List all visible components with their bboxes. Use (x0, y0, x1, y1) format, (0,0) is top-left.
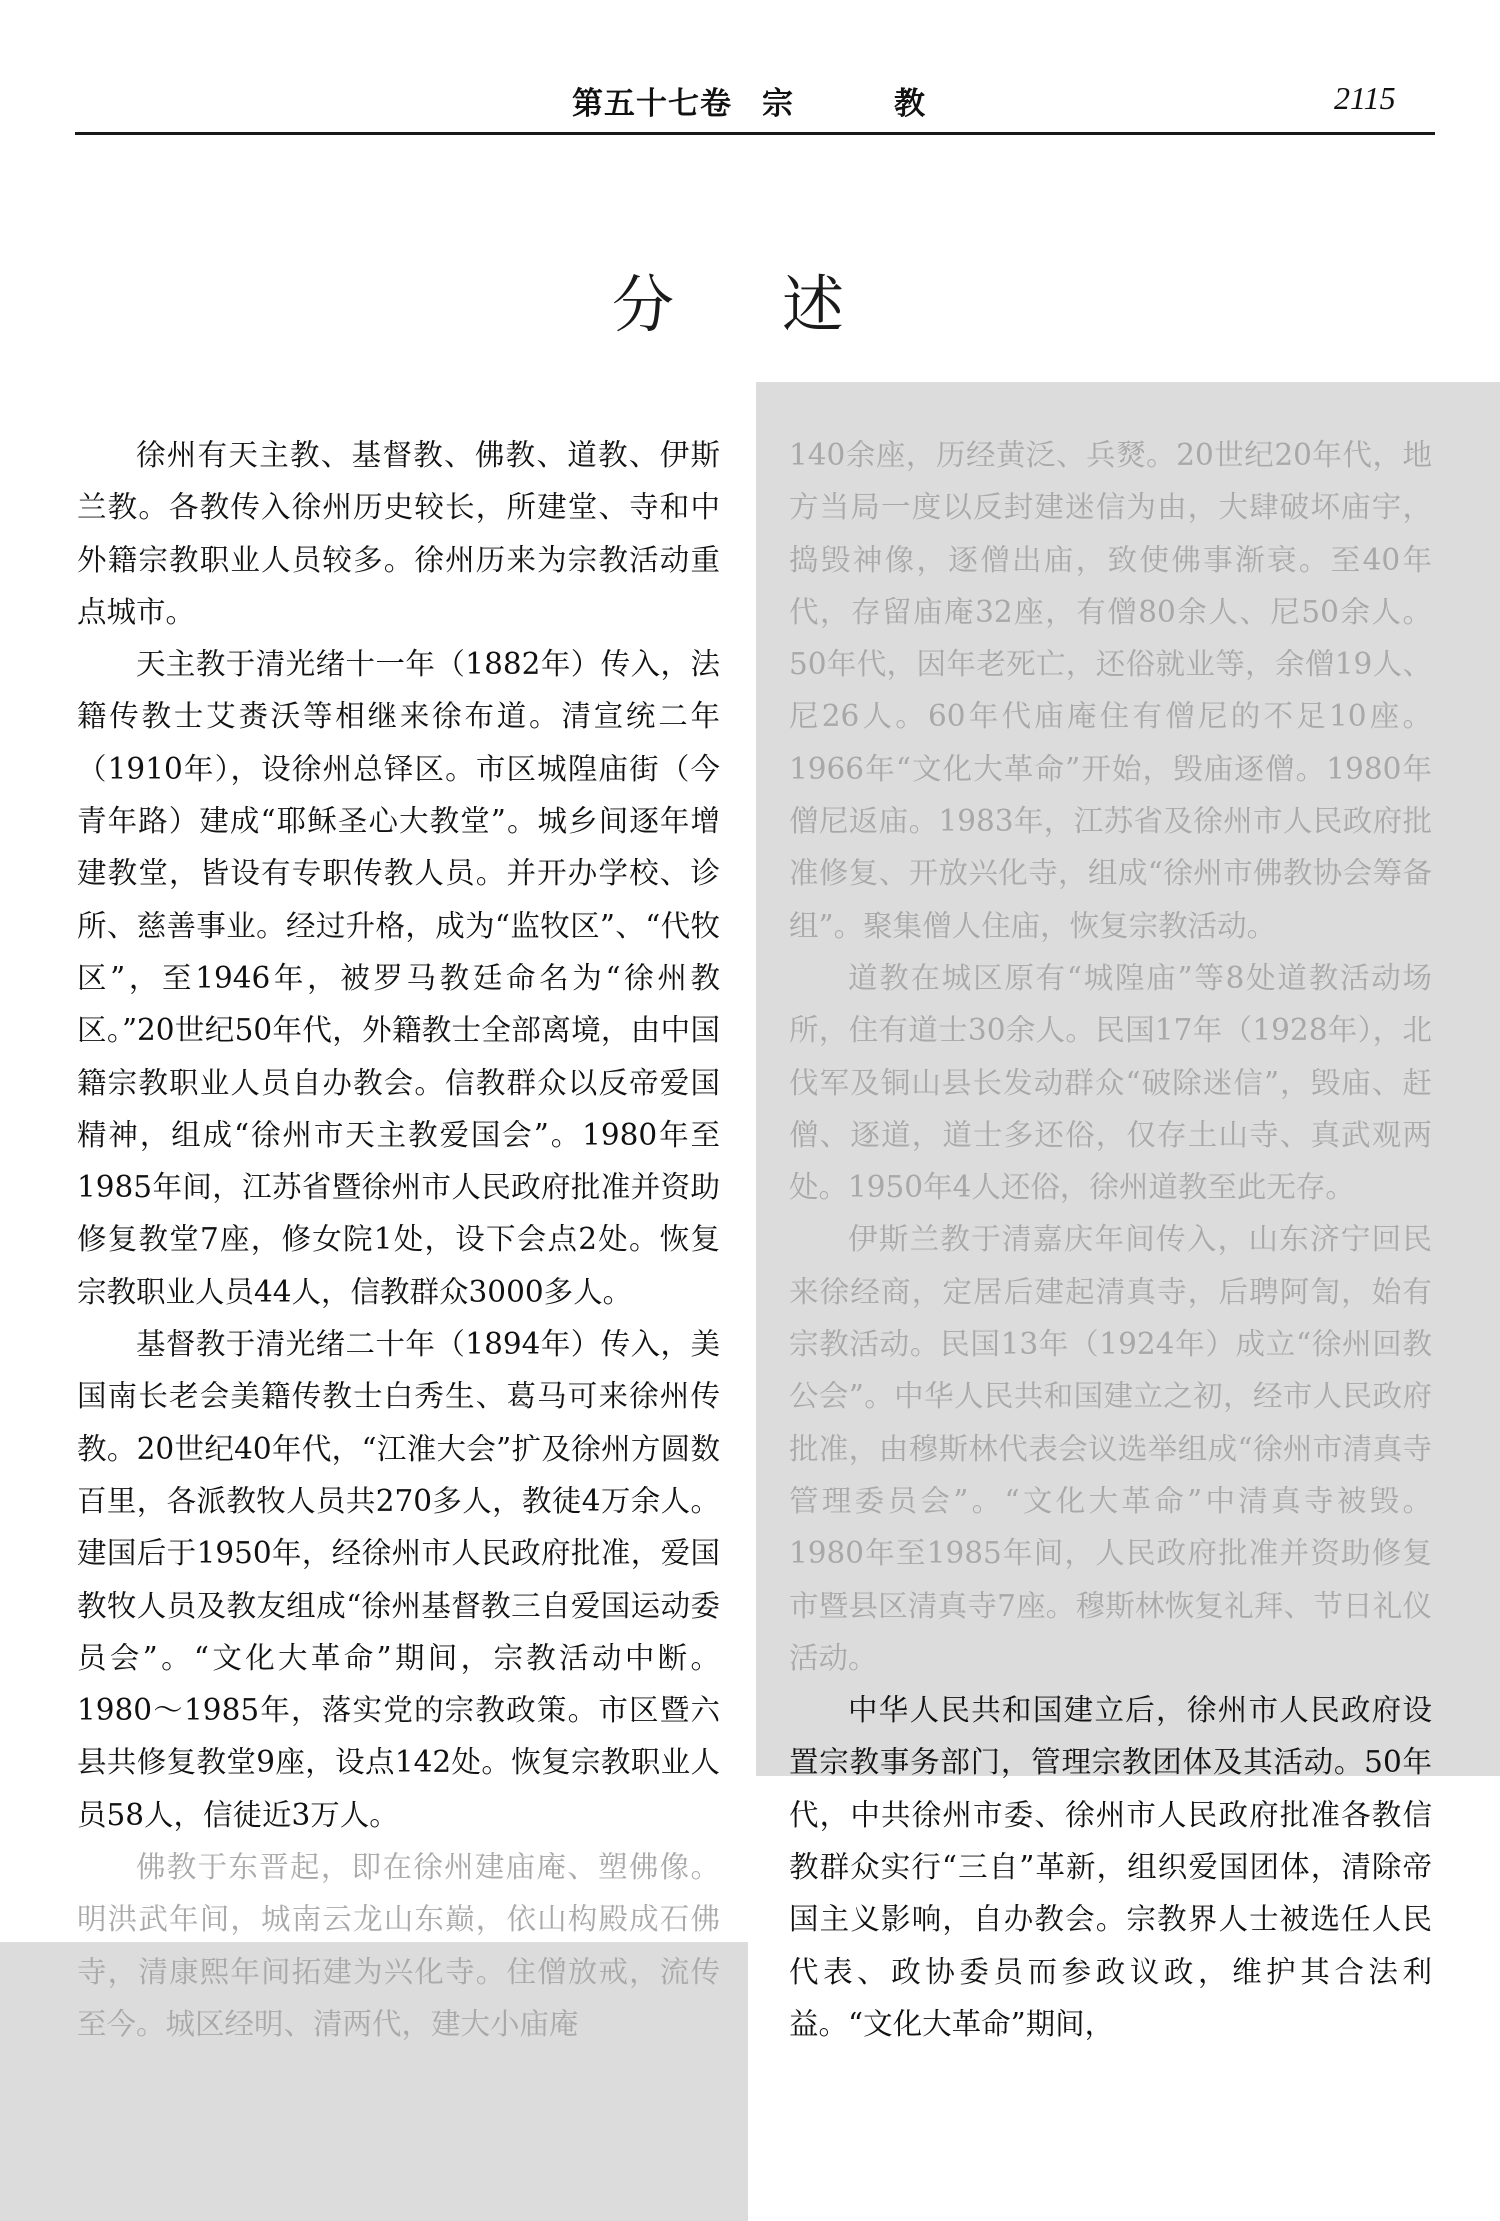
right-column (789, 429, 1432, 2050)
volume-label: 第五十七卷 (572, 86, 732, 122)
running-header (572, 78, 926, 123)
header-rule (75, 132, 1435, 135)
paragraph-protestantism: 基督教于清光绪二十年（1894年）传入，美国南长老会美籍传教士白秀生、葛马可来徐州传教。20世纪40年代，“江淮大会”扩及徐州方圆数百里，各派教牧人员共270多人，教徒4万余人。建国后于1950年，经徐州市人民政府批准，爱国教牧人员及教友组成“徐州基督教三自爱国运动委员会”。“文化大革命”期间，宗教活动中断。1980～1985年，落实党的宗教政策。市区暨六县共修复教堂9座，设点142处。恢复宗教职业人员58人，信徒近3万人。 (77, 1327, 720, 1832)
paragraph-buddhism-continued: 140余座，历经黄泛、兵燹。20世纪20年代，地方当局一度以反封建迷信为由，大肆破坏庙宇，捣毁神像，逐僧出庙，致使佛事渐衰。至40年代，存留庙庵32座，有僧80余人、尼50余人。50年代，因年老死亡，还俗就业等，余僧19人、尼26人。60年代庙庵住有僧尼的不足10座。1966年“文化大革命”开始，毁庙逐僧。1980年僧尼返庙。1983年，江苏省及徐州市人民政府批准修复、开放兴化寺，组成“徐州市佛教协会筹备组”。聚集僧人住庙，恢复宗教活动。 (789, 438, 1432, 943)
left-column (77, 429, 720, 2050)
paragraph-islam: 伊斯兰教于清嘉庆年间传入，山东济宁回民来徐经商，定居后建起清真寺，后聘阿訇，始有宗教活动。民国13年（1924年）成立“徐州回教公会”。中华人民共和国建立之初，经市人民政府批准，由穆斯林代表会议选举组成“徐州市清真寺管理委员会”。“文化大革命”中清真寺被毁。1980年至1985年间，人民政府批准并资助修复市暨县区清真寺7座。穆斯林恢复礼拜、节日礼仪活动。 (789, 1222, 1432, 1675)
topic-char-2: 教 (894, 86, 926, 122)
section-title (612, 255, 844, 344)
section-title-char-2: 述 (782, 268, 845, 341)
paragraph-taoism: 道教在城区原有“城隍庙”等8处道教活动场所，住有道士30余人。民国17年（1928年），北伐军及铜山县长发动群众“破除迷信”，毁庙、赶僧、逐道，道士多还俗，仅存土山寺、真武观两处。1950年4人还俗，徐州道教至此无存。 (789, 960, 1432, 1205)
paragraph-overview: 徐州有天主教、基督教、佛教、道教、伊斯兰教。各教传入徐州历史较长，所建堂、寺和中外籍宗教职业人员较多。徐州历来为宗教活动重点城市。 (77, 438, 720, 629)
page-number: 2115 (1334, 80, 1396, 116)
paragraph-buddhism: 佛教于东晋起，即在徐州建庙庵、塑佛像。明洪武年间，城南云龙山东巅，依山构殿成石佛寺，清康熙年间拓建为兴化寺。住僧放戒，流传至今。城区经明、清两代，建大小庙庵 (77, 1850, 720, 2041)
paragraph-religious-affairs: 中华人民共和国建立后，徐州市人民政府设置宗教事务部门，管理宗教团体及其活动。50年代，中共徐州市委、徐州市人民政府批准各教信教群众实行“三自”革新，组织爱国团体，清除帝国主义影响，自办教会。宗教界人士被选任人民代表、政协委员而参政议政，维护其合法利益。“文化大革命”期间， (789, 1693, 1432, 2041)
section-title-char-1: 分 (612, 268, 675, 341)
paragraph-catholicism: 天主教于清光绪十一年（1882年）传入，法籍传教士艾赉沃等相继来徐布道。清宣统二年（1910年），设徐州总铎区。市区城隍庙街（今青年路）建成“耶稣圣心大教堂”。城乡间逐年增建教堂，皆设有专职传教人员。并开办学校、诊所、慈善事业。经过升格，成为“监牧区”、“代牧区”，至1946年，被罗马教廷命名为“徐州教区。”20世纪50年代，外籍教士全部离境，由中国籍宗教职业人员自办教会。信教群众以反帝爱国精神，组成“徐州市天主教爱国会”。1980年至1985年间，江苏省暨徐州市人民政府批准并资助修复教堂7座，修女院1处，设下会点2处。恢复宗教职业人员44人，信教群众3000多人。 (77, 647, 720, 1309)
topic-char-1: 宗 (762, 86, 794, 122)
